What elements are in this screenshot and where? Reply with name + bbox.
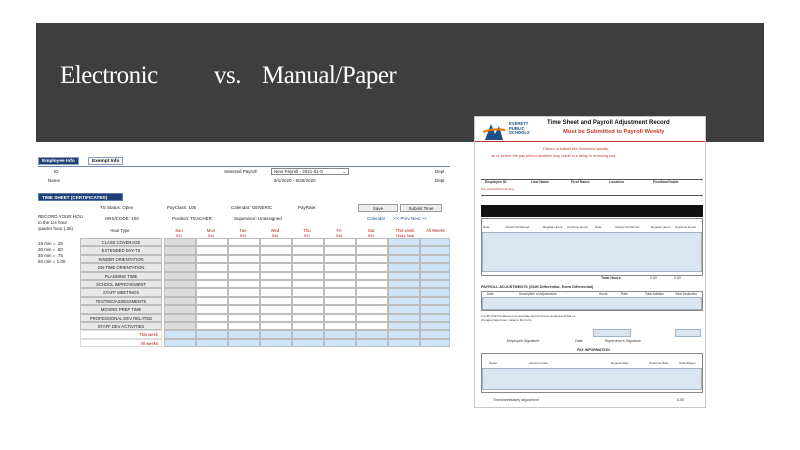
signature-box-1[interactable] xyxy=(593,329,631,337)
hour-type-row xyxy=(80,305,450,313)
hours-cell xyxy=(260,339,292,347)
week-total-cell xyxy=(388,272,420,280)
save-button[interactable]: Save xyxy=(358,204,398,212)
hour-type-label: SCHOOL IMPROVEMENT xyxy=(80,280,162,288)
hours-cell[interactable] xyxy=(356,238,388,246)
hours-cell[interactable] xyxy=(228,263,260,271)
hours-cell[interactable] xyxy=(356,297,388,305)
slide-title-manual: Manual/Paper xyxy=(262,62,397,89)
week-total-cell xyxy=(388,305,420,313)
hour-type-row xyxy=(80,314,450,322)
tab-exempt-info[interactable]: Exempt Info xyxy=(88,157,123,165)
date-range: 9/1/2020 - 9/30/2020 xyxy=(274,178,316,183)
hours-cell[interactable] xyxy=(196,322,228,330)
adjustments-body xyxy=(482,297,702,310)
week-total-cell xyxy=(388,238,420,246)
hours-cell[interactable] xyxy=(164,305,196,313)
all-weeks-cell xyxy=(420,263,450,271)
timesheet-total-label: Timesheet/salary adjustment xyxy=(493,398,539,402)
hours-cell[interactable] xyxy=(324,263,356,271)
hours-cell[interactable] xyxy=(228,255,260,263)
hours-cell[interactable] xyxy=(196,263,228,271)
hours-cell[interactable] xyxy=(324,288,356,296)
week-total-cell xyxy=(388,263,420,271)
record-sub1: to the 1/4 hour xyxy=(38,220,68,225)
pay-info-body xyxy=(482,368,702,390)
hour-type-row xyxy=(80,280,450,288)
paper-form xyxy=(474,116,706,408)
col-header-all-weeks: All Weeks xyxy=(426,228,445,233)
hour-type-row xyxy=(80,255,450,263)
hours-cell xyxy=(196,330,228,338)
week-total-cell xyxy=(388,297,420,305)
payroll-select[interactable] xyxy=(271,168,349,175)
hours-cell[interactable] xyxy=(164,288,196,296)
form-subtitle: Must be Submitted to Payroll Weekly xyxy=(563,129,665,135)
prev-next-link[interactable]: << Prev Next >> xyxy=(394,216,427,221)
all-weeks-cell xyxy=(420,330,450,338)
paper-field-label: Last Name xyxy=(531,180,550,184)
adjustments-title: PAYROLL ADJUSTMENTS (Shift Differential, Extra Differential) xyxy=(481,285,594,289)
hours-cell[interactable] xyxy=(196,297,228,305)
id-label: ID xyxy=(54,169,59,174)
period-line xyxy=(481,195,703,196)
week-total-cell xyxy=(388,314,420,322)
hours-cell[interactable] xyxy=(356,255,388,263)
hours-cell[interactable] xyxy=(324,297,356,305)
hours-cell[interactable] xyxy=(164,263,196,271)
hour-type-row xyxy=(80,246,450,254)
pay-info-title: PAY INFORMATION xyxy=(577,348,610,352)
hours-cell[interactable] xyxy=(164,322,196,330)
electronic-timesheet xyxy=(38,157,450,369)
hour-type-label: EXTENDED DAY-TS xyxy=(80,246,162,254)
pay-col-header: Total Wages xyxy=(679,361,696,365)
rounding-3: 45 min = .75 xyxy=(38,253,63,258)
all-weeks-cell xyxy=(420,255,450,263)
dept-label-1: Dept xyxy=(435,169,445,174)
col-header-day: Sat 9/19 xyxy=(367,228,375,238)
total-row xyxy=(80,330,450,338)
schedule-label: Selected Payroll: xyxy=(224,169,258,174)
hours-cell[interactable] xyxy=(164,238,196,246)
supervisor: Supervisor: Unassigned xyxy=(234,216,282,221)
section-bar xyxy=(481,205,703,217)
hour-type-row xyxy=(80,238,450,246)
activity-col-header: Regular Hours xyxy=(651,225,671,229)
hours-cell[interactable] xyxy=(292,255,324,263)
paper-field-label: Employee ID xyxy=(485,180,507,184)
activity-table-body xyxy=(482,232,702,272)
title-underline xyxy=(475,141,706,142)
hours-cell[interactable] xyxy=(324,305,356,313)
total-hours-overtime: 0.00 xyxy=(674,276,681,280)
hours-cell[interactable] xyxy=(324,272,356,280)
name-label: Name xyxy=(48,178,61,183)
tab-divider xyxy=(38,166,450,167)
hours-cell[interactable] xyxy=(292,322,324,330)
activity-col-header: Date xyxy=(483,225,490,229)
hours-cell[interactable] xyxy=(260,314,292,322)
all-weeks-cell xyxy=(420,322,450,330)
hour-type-label: ON-TIME ORIENTATION xyxy=(80,263,162,271)
warning-line-2: on or before the pay period deadline may result in a delay in receiving pay. xyxy=(491,154,617,158)
hours-cell[interactable] xyxy=(324,238,356,246)
hour-type-label: KINDER ORIENTATION xyxy=(80,255,162,263)
hour-type-row xyxy=(80,263,450,271)
pay-col-header: Overtime Rate xyxy=(649,361,669,365)
hours-cell[interactable] xyxy=(196,314,228,322)
activity-col-header: Activity Performed xyxy=(615,225,640,229)
ts-status: TS Status: Open xyxy=(100,205,134,210)
hours-cell[interactable] xyxy=(356,322,388,330)
hours-cell[interactable] xyxy=(196,280,228,288)
hours-cell[interactable] xyxy=(356,263,388,271)
slide-title-vs: vs. xyxy=(214,62,241,89)
activity-col-header: Activity Performed xyxy=(505,225,530,229)
hours-cell[interactable] xyxy=(292,238,324,246)
hours-cell[interactable] xyxy=(164,272,196,280)
hours-cell[interactable] xyxy=(260,288,292,296)
hours-cell xyxy=(228,330,260,338)
col-header-day: Thu 9/17 xyxy=(303,228,311,238)
hours-cell[interactable] xyxy=(324,280,356,288)
hours-cell[interactable] xyxy=(196,246,228,254)
hours-cell[interactable] xyxy=(356,305,388,313)
week-total-cell xyxy=(388,330,420,338)
hours-cell[interactable] xyxy=(260,246,292,254)
hour-type-label: PROFESSIONAL DEV RELATED xyxy=(80,314,162,322)
hour-type-row xyxy=(80,272,450,280)
signature-box-2[interactable] xyxy=(675,329,701,337)
week-total-cell xyxy=(388,255,420,263)
hours-cell xyxy=(324,330,356,338)
hour-type-row xyxy=(80,322,450,330)
hour-type-label: CLASS COVERAGE xyxy=(80,238,162,246)
hours-cell[interactable] xyxy=(292,314,324,322)
col-header-day: Tue 9/15 xyxy=(239,228,247,238)
hours-cell[interactable] xyxy=(196,272,228,280)
hours-cell[interactable] xyxy=(292,297,324,305)
hours-cell xyxy=(292,330,324,338)
pay-class: PayClass: 105 xyxy=(167,205,197,210)
hours-cell[interactable] xyxy=(356,272,388,280)
pay-col-header: Regular Rate xyxy=(611,361,629,365)
adjustment-col-header: Total Addition xyxy=(645,292,664,296)
all-weeks-cell xyxy=(420,305,450,313)
hours-cell[interactable] xyxy=(260,272,292,280)
section-title: TIME SHEET (CERTIFICATED) xyxy=(38,193,123,201)
pay-col-header: Account Code xyxy=(529,361,548,365)
hours-cell[interactable] xyxy=(164,280,196,288)
rounding-4: 60 min = 1.00 xyxy=(38,259,66,264)
paper-field-label: First Name xyxy=(571,180,590,184)
hours-cell[interactable] xyxy=(292,305,324,313)
hours-cell[interactable] xyxy=(292,263,324,271)
total-hours-label: Total Hours xyxy=(601,276,621,280)
certify-text: I certify that the above is an accurate record of time worked and that no changes have been made to this form. xyxy=(481,314,576,322)
adjustment-col-header: Description of Adjustments xyxy=(519,292,557,296)
hours-cell[interactable] xyxy=(260,255,292,263)
all-weeks-cell xyxy=(420,314,450,322)
adjustment-col-header: Hours xyxy=(599,292,608,296)
hours-cell[interactable] xyxy=(324,246,356,254)
grand-total: 0.00 xyxy=(677,398,684,402)
school-name: EVERETT PUBLIC SCHOOLS xyxy=(509,121,530,136)
hours-cell[interactable] xyxy=(292,280,324,288)
all-weeks-cell xyxy=(420,280,450,288)
hours-cell[interactable] xyxy=(196,255,228,263)
hours-cell xyxy=(356,339,388,347)
date-label: Date xyxy=(575,339,583,343)
adjustment-col-header: Total Deduction xyxy=(675,292,697,296)
hours-cell[interactable] xyxy=(228,246,260,254)
week-total-cell xyxy=(388,339,420,347)
hours-cell[interactable] xyxy=(356,280,388,288)
hour-type-label: STAFF DEV ACTIVITIES xyxy=(80,322,162,330)
all-weeks-cell xyxy=(420,238,450,246)
hour-type-row xyxy=(80,297,450,305)
hours-cell[interactable] xyxy=(260,322,292,330)
hours-cell[interactable] xyxy=(228,297,260,305)
hours-cell[interactable] xyxy=(292,272,324,280)
hour-type-row xyxy=(80,288,450,296)
hours-code: HRS/CODE: 100 xyxy=(105,216,139,221)
record-label: RECORD YOUR HOU xyxy=(38,214,83,219)
hours-cell[interactable] xyxy=(324,314,356,322)
week-total-cell xyxy=(388,322,420,330)
col-header-this-week: This week Hours Total xyxy=(395,228,415,238)
col-header-day: Fri 9/18 xyxy=(335,228,343,238)
calendar-link[interactable]: Calendar xyxy=(367,216,386,221)
adjustment-col-header: Date xyxy=(487,292,494,296)
hours-cell[interactable] xyxy=(228,288,260,296)
hours-cell xyxy=(292,339,324,347)
hours-cell xyxy=(228,339,260,347)
hours-cell[interactable] xyxy=(196,305,228,313)
hour-type-label: MOVING PREP TIME xyxy=(80,305,162,313)
pay-rate: PayRate: xyxy=(298,205,317,210)
hours-cell[interactable] xyxy=(260,263,292,271)
hours-cell[interactable] xyxy=(164,246,196,254)
adjustment-col-header: Rate xyxy=(621,292,628,296)
col-header-hour-type: Hour Type xyxy=(110,228,130,233)
tab-employee-info[interactable]: Employee Info xyxy=(38,157,79,165)
submit-time-button[interactable]: Submit Time xyxy=(400,204,442,212)
all-weeks-cell xyxy=(420,297,450,305)
hours-cell[interactable] xyxy=(260,297,292,305)
dept-label-2: Dept xyxy=(435,178,445,183)
hours-cell[interactable] xyxy=(356,288,388,296)
hours-cell[interactable] xyxy=(228,322,260,330)
hours-cell[interactable] xyxy=(196,238,228,246)
all-weeks-cell xyxy=(420,339,450,347)
hours-cell[interactable] xyxy=(324,255,356,263)
total-row xyxy=(80,339,450,347)
rounding-1: 15 min = .25 xyxy=(38,241,63,246)
hours-cell xyxy=(260,330,292,338)
period-label: Pay period/Week Ending xyxy=(481,187,514,191)
hours-cell[interactable] xyxy=(228,314,260,322)
chevron-down-icon: ⌄ xyxy=(342,169,346,174)
all-weeks-cell xyxy=(420,246,450,254)
total-hours-regular: 0.00 xyxy=(650,276,657,280)
hours-cell[interactable] xyxy=(260,238,292,246)
hours-cell xyxy=(196,339,228,347)
activity-col-header: Overtime Hours xyxy=(675,225,697,229)
hours-cell[interactable] xyxy=(228,272,260,280)
position: Position: TEACHER xyxy=(172,216,212,221)
hours-cell xyxy=(164,330,196,338)
pay-col-header: Name xyxy=(489,361,498,365)
payroll-select-value: Next Payroll - 2021-01-0 xyxy=(274,169,323,174)
hours-cell[interactable] xyxy=(260,280,292,288)
hours-cell[interactable] xyxy=(164,297,196,305)
hours-cell[interactable] xyxy=(356,246,388,254)
warning-line-1: Failure to submit this timesheet weekly, xyxy=(543,147,609,151)
calendar-value: Calendar: GENERIC xyxy=(231,205,273,210)
hour-type-label: PLANNING TIME xyxy=(80,272,162,280)
slide-title-electronic: Electronic xyxy=(60,62,158,89)
week-total-cell xyxy=(388,288,420,296)
hour-type-label: All weeks xyxy=(80,339,162,347)
col-header-day: Wed 9/16 xyxy=(270,228,280,238)
week-total-cell xyxy=(388,246,420,254)
activity-col-header: Date xyxy=(595,225,602,229)
hours-cell[interactable] xyxy=(164,314,196,322)
hours-cell xyxy=(356,330,388,338)
hours-cell[interactable] xyxy=(228,305,260,313)
hours-cell[interactable] xyxy=(228,238,260,246)
hours-cell[interactable] xyxy=(164,255,196,263)
col-header-day: Sun 9/13 xyxy=(175,228,183,238)
activity-col-header: Overtime Hours xyxy=(567,225,589,229)
hours-cell[interactable] xyxy=(196,288,228,296)
all-weeks-cell xyxy=(420,288,450,296)
hour-type-label: TESTING/ASSESSMENTS xyxy=(80,297,162,305)
hours-cell[interactable] xyxy=(356,314,388,322)
employee-signature-label: Employee Signature xyxy=(507,339,540,343)
col-header-day: Mon 9/14 xyxy=(206,228,216,238)
form-title: Time Sheet and Payroll Adjustment Record xyxy=(547,120,670,126)
rounding-2: 30 min = .50 xyxy=(38,247,63,252)
hours-cell[interactable] xyxy=(292,288,324,296)
hours-cell xyxy=(164,339,196,347)
all-weeks-cell xyxy=(420,272,450,280)
hours-cell[interactable] xyxy=(260,305,292,313)
week-total-cell xyxy=(388,280,420,288)
hour-type-label: STAFF MEETINGS xyxy=(80,288,162,296)
activity-col-header: Regular Hours xyxy=(543,225,563,229)
hours-cell[interactable] xyxy=(324,322,356,330)
paper-field-label: Position/Grade xyxy=(653,180,679,184)
hours-cell xyxy=(324,339,356,347)
supervisor-signature-label: Supervisor's Signature xyxy=(605,339,642,343)
hours-cell[interactable] xyxy=(228,280,260,288)
paper-field-label: Location xyxy=(609,180,624,184)
record-sub2: quarter hour (.25) xyxy=(38,226,74,231)
hour-type-label: This week xyxy=(80,330,162,338)
hours-cell[interactable] xyxy=(292,246,324,254)
